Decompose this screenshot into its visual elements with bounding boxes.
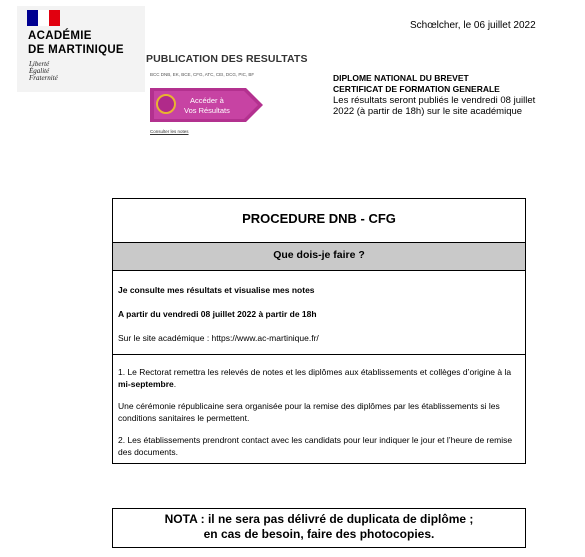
publication-subline: BCC DNB, EK, BCE, CFG, ATC, CEI, DCG, PIC, BF	[150, 72, 255, 77]
cfg-heading: CERTIFICAT DE FORMATION GENERALE	[333, 84, 500, 94]
website-line: Sur le site académique : https://www.ac-martinique.fr/	[118, 333, 319, 343]
marianne-flag-icon	[27, 10, 60, 26]
paragraph-ceremonie: Une cérémonie républicaine sera organisée pour la remise des diplômes par les établissements si les conditions sanitaires le permettent.	[118, 401, 500, 423]
academie-logo	[17, 6, 145, 92]
publication-date-line: A partir du vendredi 08 juillet 2022 à partir de 18h	[118, 309, 317, 319]
section-divider	[113, 354, 525, 355]
logo-line2: DE MARTINIQUE	[28, 44, 124, 56]
nota-line1: NOTA : il ne sera pas délivré de duplicata de diplôme ;	[164, 512, 474, 526]
consult-notes-link[interactable]: Consulter les notes	[150, 129, 189, 134]
question-text: Que dois-je faire ?	[273, 249, 365, 261]
dnb-heading: DIPLOME NATIONAL DU BREVET	[333, 73, 469, 83]
publication-title: PUBLICATION DES RESULTATS	[146, 53, 308, 65]
badge-line1[interactable]: Accéder à	[190, 96, 224, 105]
motto-fraternite: Fraternité	[29, 74, 58, 82]
question-banner	[113, 242, 525, 271]
paragraph-etablissements: 2. Les établissements prendront contact avec les candidats pour leur indiquer le jour et l’heure de remise des documents.	[118, 435, 513, 457]
motto-liberte: Liberté	[29, 60, 50, 68]
letter-date: Schœlcher, le 06 juillet 2022	[410, 20, 536, 31]
motto-egalite: Égalité	[29, 67, 50, 75]
logo-line1: ACADÉMIE	[28, 30, 92, 42]
mi-septembre-emphasis: mi-septembre	[118, 378, 174, 389]
badge-line2[interactable]: Vos Résultats	[184, 106, 230, 115]
nota-box	[112, 508, 526, 548]
nota-line2: en cas de besoin, faire des photocopies.	[203, 527, 435, 541]
consult-results-line: Je consulte mes résultats et visualise mes notes	[118, 285, 315, 295]
results-announcement: Les résultats seront publiés le vendredi 08 juillet 2022 (à partir de 18h) sur le site académique	[333, 95, 536, 117]
procedure-title: PROCEDURE DNB - CFG	[242, 211, 396, 226]
procedure-box	[112, 198, 526, 464]
results-icon	[156, 94, 176, 114]
paragraph-rectorat: 1. Le Rectorat remettra les relevés de notes et les diplômes aux établissements et collèges d’origine à la mi-septembre.	[118, 367, 512, 389]
